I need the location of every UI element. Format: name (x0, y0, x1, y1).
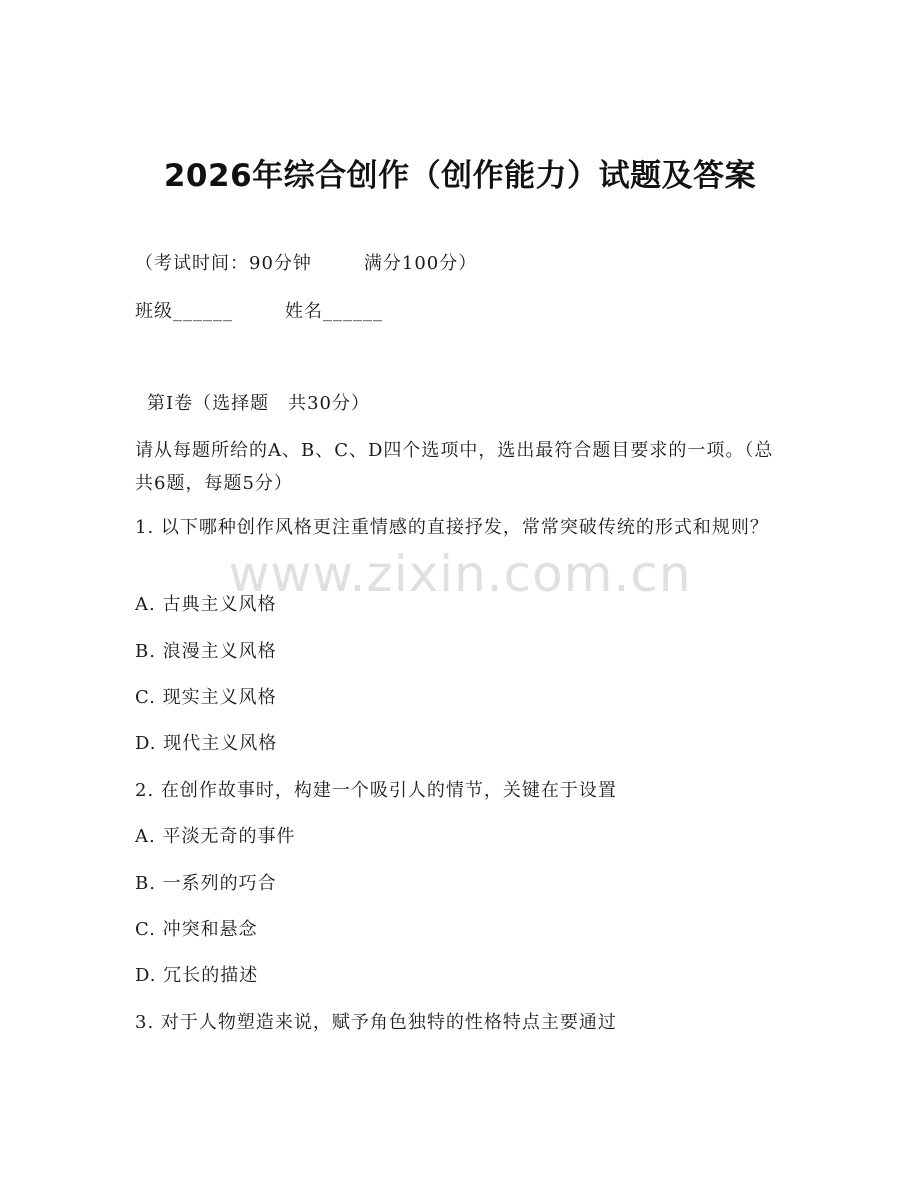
section-heading: 第Ⅰ卷（选择题 共30分） (147, 393, 371, 414)
section-instructions: 请从每题所给的A、B、C、D四个选项中，选出最符合题目要求的一项。（总共6题，每题5分） (135, 440, 774, 494)
question-2-option-c: C. 冲突和悬念 (135, 919, 258, 940)
question-2-option-b: B. 一系列的巧合 (135, 873, 277, 894)
question-2-stem: 2. 在创作故事时，构建一个吸引人的情节，关键在于设置 (135, 780, 617, 801)
name-field: 姓名______ (285, 301, 383, 322)
watermark: www.zixin.com.cn (228, 545, 692, 603)
question-1-stem: 1. 以下哪种创作风格更注重情感的直接抒发，常常突破传统的形式和规则？ (135, 517, 769, 538)
question-2-option-a: A. 平淡无奇的事件 (135, 826, 296, 847)
exam-info-line (135, 252, 477, 276)
student-info-line (135, 300, 383, 324)
question-1-option-c: C. 现实主义风格 (135, 687, 277, 708)
question-1-option-b: B. 浪漫主义风格 (135, 641, 277, 662)
exam-full-score: 满分100分） (363, 253, 478, 274)
class-field: 班级______ (135, 301, 233, 322)
question-1-option-d: D. 现代主义风格 (135, 733, 278, 754)
question-3-stem: 3. 对于人物塑造来说，赋予角色独特的性格特点主要通过 (135, 1012, 617, 1033)
question-1-option-a: A. 古典主义风格 (135, 594, 277, 615)
question-2-option-d: D. 冗长的描述 (135, 965, 259, 986)
exam-time: （考试时间：90分钟 (135, 253, 312, 274)
page-title: 2026年综合创作（创作能力）试题及答案 (163, 158, 757, 194)
